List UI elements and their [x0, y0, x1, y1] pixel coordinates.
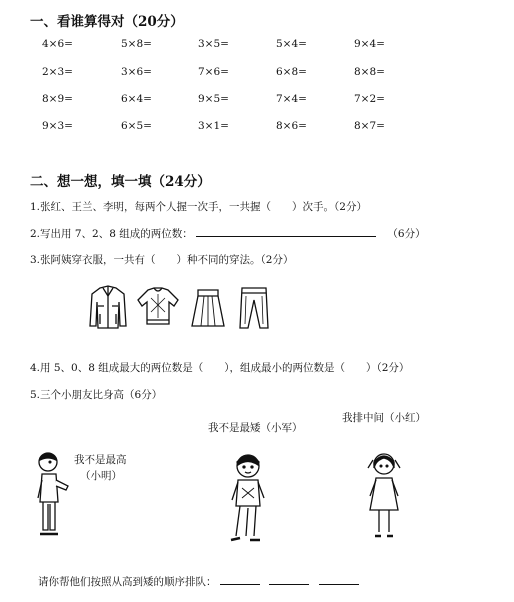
equation: 4×6= [42, 38, 73, 50]
question-4: 4.用 5、0、8 组成最大的两位数是（ ），组成最小的两位数是（ ）（2分） [30, 362, 410, 374]
equation: 3×6= [121, 66, 152, 78]
equation: 5×8= [121, 38, 152, 50]
equation: 8×8= [354, 66, 385, 78]
section-2-title: 二、想一想，填一填（24分） [30, 174, 211, 190]
equation: 8×9= [42, 93, 73, 105]
equation: 8×6= [276, 120, 307, 132]
child-xiaoming-icon [34, 450, 74, 542]
equation: 9×4= [354, 38, 385, 50]
equation: 7×6= [198, 66, 229, 78]
section-1-title: 一、看谁算得对（20分） [30, 14, 184, 30]
clothing-illustrations [86, 284, 286, 332]
equation: 7×4= [276, 93, 307, 105]
answer-blank-3[interactable] [319, 574, 359, 585]
speech-xiaoming: 我不是最高 [74, 454, 127, 466]
trousers-icon [240, 288, 268, 328]
answer-blank-1[interactable] [220, 574, 260, 585]
sweater-icon [138, 288, 178, 324]
final-prompt: 请你帮他们按照从高到矮的顺序排队： [38, 576, 217, 588]
speech-xiaoming-name: （小明） [80, 470, 122, 482]
equation: 6×8= [276, 66, 307, 78]
child-xiaojun-icon [228, 452, 272, 548]
question-2-score: （6分） [387, 228, 426, 240]
equation: 2×3= [42, 66, 73, 78]
final-prompt-row [38, 574, 359, 589]
equation: 6×4= [121, 93, 152, 105]
answer-blank[interactable] [196, 226, 376, 237]
speech-xiaohong: 我排中间（小红） [342, 412, 426, 424]
question-2 [30, 226, 426, 241]
skirt-icon [192, 290, 224, 326]
equation: 3×1= [198, 120, 229, 132]
equation: 3×5= [198, 38, 229, 50]
equation: 8×7= [354, 120, 385, 132]
answer-blank-2[interactable] [269, 574, 309, 585]
question-3: 3.张阿姨穿衣服，一共有（ ）种不同的穿法。（2分） [30, 254, 294, 266]
speech-xiaojun: 我不是最矮（小军） [208, 422, 303, 434]
equation: 7×2= [354, 93, 385, 105]
equation: 9×5= [198, 93, 229, 105]
equation: 5×4= [276, 38, 307, 50]
equation: 6×5= [121, 120, 152, 132]
child-xiaohong-icon [364, 450, 404, 542]
question-5: 5.三个小朋友比身高（6分） [30, 389, 163, 401]
question-1: 1.张红、王兰、李明，每两个人握一次手，一共握（ ）次手。（2分） [30, 201, 367, 213]
equation: 9×3= [42, 120, 73, 132]
question-2-text: 2.写出用 7、2、8 组成的两位数： [30, 228, 193, 240]
jacket-icon [90, 286, 126, 328]
